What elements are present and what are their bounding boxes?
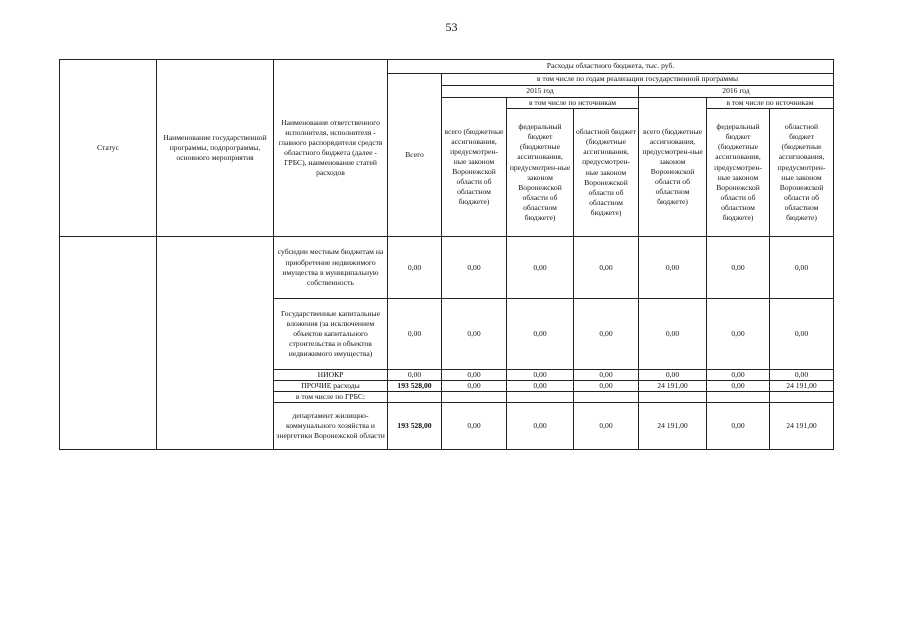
row-2015-total: 0,00 [442,237,507,299]
header-year-2016: 2016 год [639,86,834,98]
row-2016-total: 0,00 [639,299,707,370]
row-2016-regional: 24 191,00 [770,403,834,450]
row-2015-federal: 0,00 [507,237,574,299]
row-2016-regional: 0,00 [770,237,834,299]
header-2016-total: всего (бюджетные ассигнования, предусмотрен-ные законом Воронежской области об областном бюджете) [639,98,707,237]
row-2015-total: 0,00 [442,370,507,381]
row-name: Государственные капитальные вложения (за исключением объектов капитального строительства и объектов недвижимого имущества) [274,299,388,370]
row-2016-total: 0,00 [639,237,707,299]
row-2016-federal: 0,00 [707,237,770,299]
row-empty [574,392,639,403]
table-row [60,237,834,299]
header-total: Всего [388,74,442,237]
row-empty [442,392,507,403]
header-2016-regional: областной бюджет (бюджетные ассигнования, предусмотрен-ные законом Воронежской области об областном бюджете) [770,109,834,237]
row-2016-regional: 0,00 [770,299,834,370]
header-year-2015: 2015 год [442,86,639,98]
page-number: 53 [445,20,458,34]
header-2015-total: всего (бюджетные ассигнования, предусмотрен-ные законом Воронежской области об областном бюджете) [442,98,507,237]
header-2016-federal: федеральный бюджет (бюджетные ассигнования, предусмотрен-ные законом Воронежской области об областном бюджете) [707,109,770,237]
budget-table [59,59,834,450]
row-2015-total: 0,00 [442,299,507,370]
row-total: 0,00 [388,237,442,299]
row-2016-federal: 0,00 [707,370,770,381]
program-name-cell [157,237,274,450]
header-by-years: в том числе по годам реализации государственной программы [442,74,834,86]
row-2016-federal: 0,00 [707,299,770,370]
row-empty [770,392,834,403]
row-name: ПРОЧИЕ расходы [274,381,388,392]
row-2015-regional: 0,00 [574,237,639,299]
row-2015-federal: 0,00 [507,381,574,392]
header-expenses: Расходы областного бюджета, тыс. руб. [388,60,834,74]
header-status: Статус [60,60,157,237]
row-2015-federal: 0,00 [507,299,574,370]
status-cell [60,237,157,450]
row-2015-federal: 0,00 [507,403,574,450]
row-2016-total: 24 191,00 [639,381,707,392]
row-2016-federal: 0,00 [707,381,770,392]
row-2016-total: 0,00 [639,370,707,381]
header-executor: Наименование ответственного исполнителя, исполнителя - главного распорядителя средств областного бюджета (далее - ГРБС), наименование статей расходов [274,60,388,237]
row-2016-federal: 0,00 [707,403,770,450]
row-2015-regional: 0,00 [574,381,639,392]
row-2016-total: 24 191,00 [639,403,707,450]
row-empty [507,392,574,403]
row-total: 193 528,00 [388,403,442,450]
row-empty [388,392,442,403]
row-total: 0,00 [388,299,442,370]
row-total: 0,00 [388,370,442,381]
row-name: в том числе по ГРБС: [274,392,388,403]
header-2015-sources: в том числе по источникам [507,98,639,109]
row-name: НИОКР [274,370,388,381]
header-2016-sources: в том числе по источникам [707,98,834,109]
row-empty [639,392,707,403]
row-2016-regional: 0,00 [770,370,834,381]
row-name: субсидии местным бюджетам на приобретение недвижимого имущества в муниципальную собственность [274,237,388,299]
row-2015-regional: 0,00 [574,370,639,381]
row-2015-regional: 0,00 [574,403,639,450]
row-empty [707,392,770,403]
row-2016-regional: 24 191,00 [770,381,834,392]
row-2015-regional: 0,00 [574,299,639,370]
header-2015-federal: федеральный бюджет (бюджетные ассигнования, предусмотрен-ные законом Воронежской области об областном бюджете) [507,109,574,237]
row-2015-total: 0,00 [442,381,507,392]
header-program-name: Наименование государственной программы, подпрограммы, основного мероприятия [157,60,274,237]
row-2015-total: 0,00 [442,403,507,450]
row-total: 193 528,00 [388,381,442,392]
row-name: департамент жилищно-коммунального хозяйства и энергетики Воронежской области [274,403,388,450]
header-2015-regional: областной бюджет (бюджетные ассигнования, предусмотрен-ные законом Воронежской области об областном бюджете) [574,109,639,237]
row-2015-federal: 0,00 [507,370,574,381]
